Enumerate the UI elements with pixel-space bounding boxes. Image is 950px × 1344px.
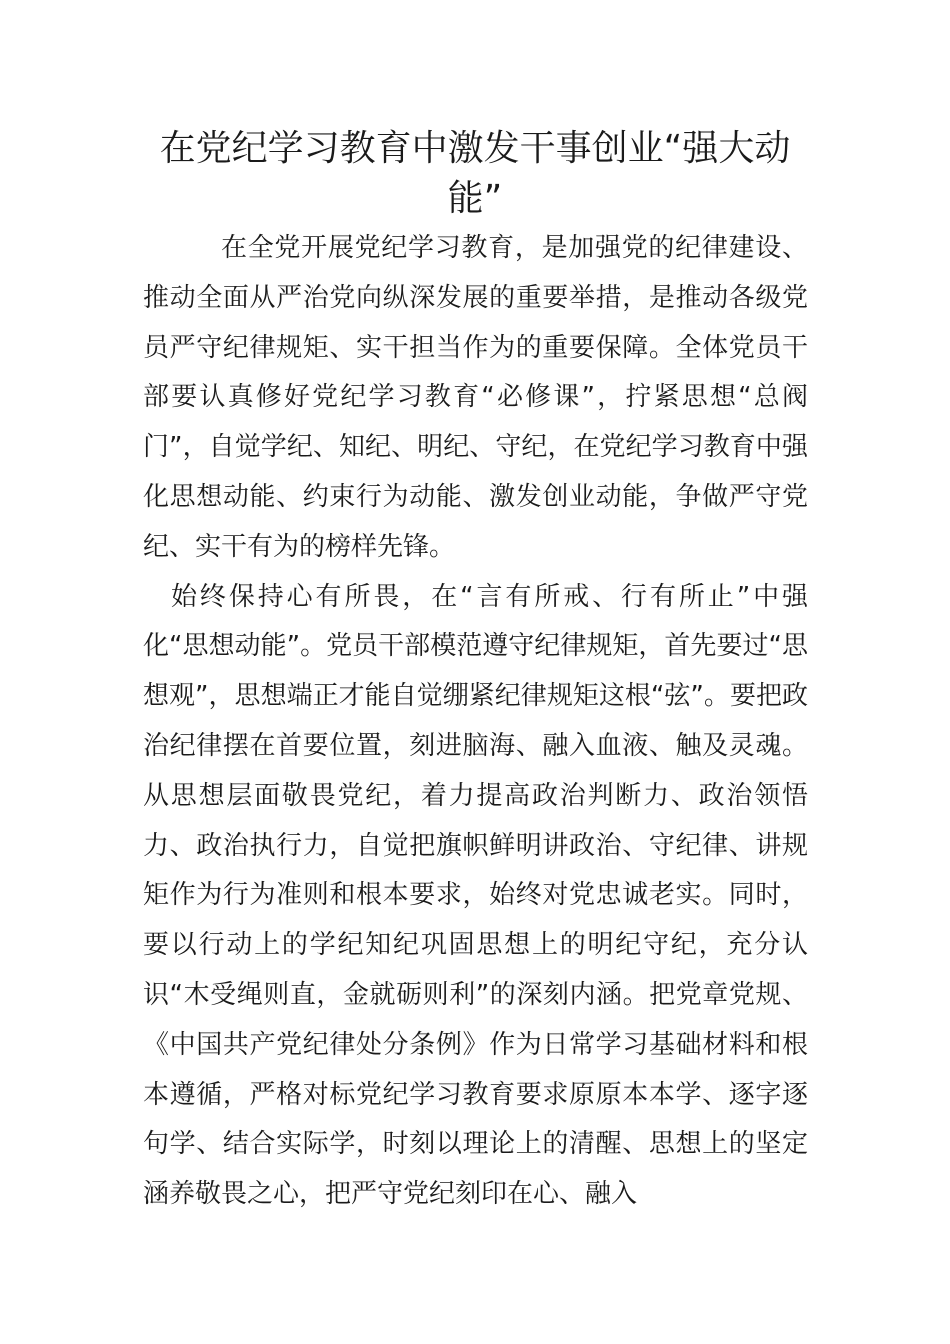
paragraph-intro: 在全党开展党纪学习教育，是加强党的纪律建设、推动全面从严治党向纵深发展的重要举措，是推动各级党员严守纪律规矩、实干担当作为的重要保障。全体党员干部要认真修好党纪学习教育“必修课”，拧紧思想“总阀门”，自觉学纪、知纪、明纪、守纪，在党纪学习教育中强化思想动能、约束行为动能、激发创业动能，争做严守党纪、实干有为的榜样先锋。 bbox=[143, 233, 808, 562]
document-body bbox=[143, 224, 808, 1220]
document-title: 在党纪学习教育中激发干事创业“强大动能” bbox=[159, 128, 791, 219]
paragraph-thought-momentum: 始终保持心有所畏，在“言有所戒、行有所止”中强化“思想动能”。党员干部模范遵守纪律规矩，首先要过“思想观”，思想端正才能自觉绷紧纪律规矩这根“弦”。要把政治纪律摆在首要位置，刻进脑海、融入血液、触及灵魂。从思想层面敬畏党纪，着力提高政治判断力、政治领悟力、政治执行力，自觉把旗帜鲜明讲政治、守纪律、讲规矩作为行为准则和根本要求，始终对党忠诚老实。同时，要以行动上的学纪知纪巩固思想上的明纪守纪，充分认识“木受绳则直，金就砺则利”的深刻内涵。把党章党规、《中国共产党纪律处分条例》作为日常学习基础材料和根本遵循，严格对标党纪学习教育要求原原本本学、逐字逐句学、结合实际学，时刻以理论上的清醒、思想上的坚定涵养敬畏之心，把严守党纪刻印在心、融入 bbox=[143, 581, 808, 1210]
